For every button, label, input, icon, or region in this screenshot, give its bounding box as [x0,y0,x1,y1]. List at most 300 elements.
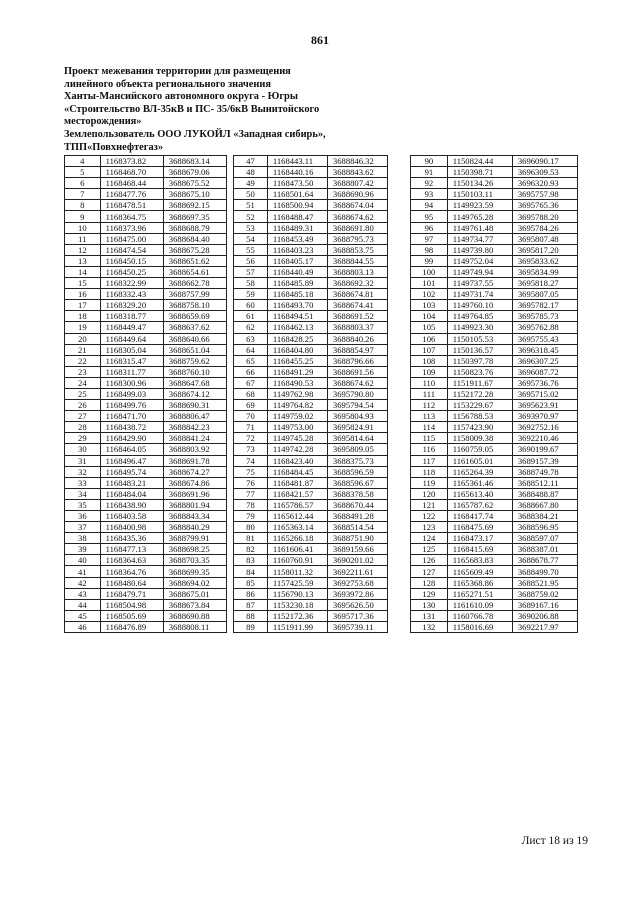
y-coordinate-cell: 3688662.78 [163,278,226,289]
x-coordinate-cell: 1168494.51 [267,311,327,322]
table-row [234,477,388,488]
table-row [234,577,388,588]
y-coordinate-cell: 3696318.45 [512,344,577,355]
y-coordinate-cell: 3688597.07 [512,533,577,544]
table-row [411,211,578,222]
x-coordinate-cell: 1168468.44 [100,178,163,189]
y-coordinate-cell: 3696090.17 [512,156,577,167]
point-number-cell: 111 [411,388,448,399]
point-number-cell: 89 [234,621,268,632]
point-number-cell: 14 [65,266,101,277]
table-row [234,167,388,178]
y-coordinate-cell: 3688690.88 [163,610,226,621]
x-coordinate-cell: 1149765.28 [447,211,512,222]
x-coordinate-cell: 1168435.36 [100,533,163,544]
x-coordinate-cell: 1168305.04 [100,344,163,355]
y-coordinate-cell: 3690201.02 [327,555,387,566]
x-coordinate-cell: 1157425.59 [267,577,327,588]
x-coordinate-cell: 1160766.78 [447,610,512,621]
header-line: «Строительство ВЛ-35кВ и ПС- 35/6кВ Вынитойского [64,103,320,115]
point-number-cell: 26 [65,400,101,411]
table-row [65,499,227,510]
x-coordinate-cell: 1149742.28 [267,444,327,455]
table-row [411,200,578,211]
y-coordinate-cell: 3688640.66 [163,333,226,344]
point-number-cell: 72 [234,433,268,444]
point-number-cell: 39 [65,544,101,555]
y-coordinate-cell: 3688841.24 [163,433,226,444]
x-coordinate-cell: 1149762.98 [267,388,327,399]
table-row [234,555,388,566]
x-coordinate-cell: 1168440.49 [267,266,327,277]
table-row [234,433,388,444]
y-coordinate-cell: 3688674.86 [163,477,226,488]
table-row [411,156,578,167]
y-coordinate-cell: 3695715.02 [512,388,577,399]
x-coordinate-cell: 1168373.96 [100,222,163,233]
y-coordinate-cell: 3695809.05 [327,444,387,455]
x-coordinate-cell: 1152172.28 [447,388,512,399]
y-coordinate-cell: 3696320.93 [512,178,577,189]
point-number-cell: 121 [411,499,448,510]
point-number-cell: 36 [65,511,101,522]
y-coordinate-cell: 3688651.04 [163,344,226,355]
table-row [411,377,578,388]
x-coordinate-cell: 1157423.90 [447,422,512,433]
x-coordinate-cell: 1161606.41 [267,544,327,555]
point-number-cell: 91 [411,167,448,178]
y-coordinate-cell: 3695814.64 [327,433,387,444]
x-coordinate-cell: 1168479.71 [100,588,163,599]
table-row [234,621,388,632]
x-coordinate-cell: 1165271.51 [447,588,512,599]
y-coordinate-cell: 3688846.32 [327,156,387,167]
x-coordinate-cell: 1149760.10 [447,300,512,311]
point-number-cell: 118 [411,466,448,477]
table-row [65,522,227,533]
point-number-cell: 65 [234,355,268,366]
point-number-cell: 110 [411,377,448,388]
x-coordinate-cell: 1149923.59 [447,200,512,211]
table-row [234,233,388,244]
table-row [65,211,227,222]
y-coordinate-cell: 3688651.62 [163,255,226,266]
y-coordinate-cell: 3695757.98 [512,189,577,200]
x-coordinate-cell: 1168438.90 [100,499,163,510]
x-coordinate-cell: 1168504.98 [100,599,163,610]
point-number-cell: 98 [411,244,448,255]
y-coordinate-cell: 3688637.62 [163,322,226,333]
x-coordinate-cell: 1168481.87 [267,477,327,488]
point-number-cell: 115 [411,433,448,444]
y-coordinate-cell: 3688840.29 [163,522,226,533]
point-number-cell: 46 [65,621,101,632]
x-coordinate-cell: 1165609.49 [447,566,512,577]
x-coordinate-cell: 1168429.90 [100,433,163,444]
table-row [65,588,227,599]
table-row [65,477,227,488]
x-coordinate-cell: 1168421.57 [267,488,327,499]
point-number-cell: 59 [234,289,268,300]
point-number-cell: 68 [234,388,268,399]
point-number-cell: 51 [234,200,268,211]
point-number-cell: 10 [65,222,101,233]
point-number-cell: 42 [65,577,101,588]
y-coordinate-cell: 3688691.96 [163,488,226,499]
table-row [234,533,388,544]
x-coordinate-cell: 1151911.67 [447,377,512,388]
table-row [234,222,388,233]
x-coordinate-cell: 1168400.98 [100,522,163,533]
table-row [65,444,227,455]
table-row [411,433,578,444]
x-coordinate-cell: 1168473.50 [267,178,327,189]
y-coordinate-cell: 3688699.35 [163,566,226,577]
y-coordinate-cell: 3688387.01 [512,544,577,555]
point-number-cell: 113 [411,411,448,422]
table-row [411,544,578,555]
table-row [234,200,388,211]
point-number-cell: 131 [411,610,448,621]
y-coordinate-cell: 3688674.04 [327,200,387,211]
x-coordinate-cell: 1150397.78 [447,355,512,366]
y-coordinate-cell: 3695623.91 [512,400,577,411]
table-row [411,455,578,466]
y-coordinate-cell: 3688803.92 [163,444,226,455]
point-number-cell: 107 [411,344,448,355]
x-coordinate-cell: 1168428.25 [267,333,327,344]
point-number-cell: 76 [234,477,268,488]
x-coordinate-cell: 1168322.99 [100,278,163,289]
table-row [411,311,578,322]
table-row [65,255,227,266]
x-coordinate-cell: 1168443.11 [267,156,327,167]
x-coordinate-cell: 1149739.80 [447,244,512,255]
point-number-cell: 130 [411,599,448,610]
x-coordinate-cell: 1165612.44 [267,511,327,522]
x-coordinate-cell: 1168462.13 [267,322,327,333]
table-row [234,488,388,499]
table-row [234,522,388,533]
point-number-cell: 5 [65,167,101,178]
x-coordinate-cell: 1168404.80 [267,344,327,355]
point-number-cell: 132 [411,621,448,632]
point-number-cell: 74 [234,455,268,466]
y-coordinate-cell: 3688807.42 [327,178,387,189]
point-number-cell: 54 [234,233,268,244]
table-row [411,255,578,266]
y-coordinate-cell: 3688670.44 [327,499,387,510]
point-number-cell: 101 [411,278,448,289]
table-row [234,599,388,610]
table-row [65,178,227,189]
x-coordinate-cell: 1150136.57 [447,344,512,355]
table-row [411,477,578,488]
y-coordinate-cell: 3695807.05 [512,289,577,300]
x-coordinate-cell: 1168473.17 [447,533,512,544]
point-number-cell: 70 [234,411,268,422]
y-coordinate-cell: 3695834.99 [512,266,577,277]
table-row [65,300,227,311]
y-coordinate-cell: 3688491.28 [327,511,387,522]
table-row [411,466,578,477]
coordinates-table-body [65,156,227,633]
point-number-cell: 44 [65,599,101,610]
table-row [411,167,578,178]
table-row [65,533,227,544]
table-row [65,311,227,322]
table-row [234,178,388,189]
table-row [65,266,227,277]
x-coordinate-cell: 1149761.48 [447,222,512,233]
y-coordinate-cell: 3688843.34 [163,511,226,522]
x-coordinate-cell: 1168478.51 [100,200,163,211]
x-coordinate-cell: 1149753.00 [267,422,327,433]
x-coordinate-cell: 1149923.30 [447,322,512,333]
y-coordinate-cell: 3688596.95 [512,522,577,533]
table-row [234,499,388,510]
x-coordinate-cell: 1150105.53 [447,333,512,344]
table-row [65,388,227,399]
table-row [234,344,388,355]
table-row [411,355,578,366]
x-coordinate-cell: 1168496.47 [100,455,163,466]
x-coordinate-cell: 1168438.72 [100,422,163,433]
x-coordinate-cell: 1168501.64 [267,189,327,200]
point-number-cell: 31 [65,455,101,466]
point-number-cell: 7 [65,189,101,200]
table-row [234,544,388,555]
x-coordinate-cell: 1165361.46 [447,477,512,488]
x-coordinate-cell: 1168455.25 [267,355,327,366]
y-coordinate-cell: 3688759.02 [512,588,577,599]
table-row [234,244,388,255]
y-coordinate-cell: 3688596.67 [327,477,387,488]
x-coordinate-cell: 1168423.40 [267,455,327,466]
y-coordinate-cell: 3688675.52 [163,178,226,189]
x-coordinate-cell: 1168415.69 [447,544,512,555]
point-number-cell: 73 [234,444,268,455]
y-coordinate-cell: 3695739.11 [327,621,387,632]
point-number-cell: 106 [411,333,448,344]
table-row [65,156,227,167]
point-number-cell: 21 [65,344,101,355]
point-number-cell: 126 [411,555,448,566]
table-row [234,322,388,333]
y-coordinate-cell: 3695833.62 [512,255,577,266]
coordinates-table-body [411,156,578,633]
y-coordinate-cell: 3695762.88 [512,322,577,333]
header-line: линейного объекта регионального значения [64,78,271,90]
table-row [65,566,227,577]
y-coordinate-cell: 3695782.17 [512,300,577,311]
y-coordinate-cell: 3688758.10 [163,300,226,311]
y-coordinate-cell: 3688691.56 [327,366,387,377]
table-row [65,233,227,244]
point-number-cell: 22 [65,355,101,366]
x-coordinate-cell: 1165786.57 [267,499,327,510]
x-coordinate-cell: 1153230.18 [267,599,327,610]
x-coordinate-cell: 1161610.09 [447,599,512,610]
point-number-cell: 60 [234,300,268,311]
y-coordinate-cell: 3688796.66 [327,355,387,366]
y-coordinate-cell: 3695755.43 [512,333,577,344]
x-coordinate-cell: 1156790.13 [267,588,327,599]
table-row [411,266,578,277]
point-number-cell: 52 [234,211,268,222]
x-coordinate-cell: 1165683.83 [447,555,512,566]
point-number-cell: 12 [65,244,101,255]
point-number-cell: 127 [411,566,448,577]
point-number-cell: 78 [234,499,268,510]
point-number-cell: 19 [65,322,101,333]
point-number-cell: 88 [234,610,268,621]
point-number-cell: 37 [65,522,101,533]
point-number-cell: 40 [65,555,101,566]
x-coordinate-cell: 1158009.38 [447,433,512,444]
point-number-cell: 99 [411,255,448,266]
x-coordinate-cell: 1168477.76 [100,189,163,200]
y-coordinate-cell: 3688703.35 [163,555,226,566]
point-number-cell: 125 [411,544,448,555]
table-row [234,255,388,266]
table-row [65,200,227,211]
x-coordinate-cell: 1149752.04 [447,255,512,266]
table-row [411,577,578,588]
point-number-cell: 80 [234,522,268,533]
x-coordinate-cell: 1165363.14 [267,522,327,533]
y-coordinate-cell: 3688799.91 [163,533,226,544]
y-coordinate-cell: 3695790.80 [327,388,387,399]
y-coordinate-cell: 3688678.77 [512,555,577,566]
point-number-cell: 9 [65,211,101,222]
point-number-cell: 96 [411,222,448,233]
table-row [411,444,578,455]
point-number-cell: 34 [65,488,101,499]
point-number-cell: 119 [411,477,448,488]
y-coordinate-cell: 3693970.97 [512,411,577,422]
table-row [411,400,578,411]
y-coordinate-cell: 3688375.73 [327,455,387,466]
point-number-cell: 32 [65,466,101,477]
y-coordinate-cell: 3688801.94 [163,499,226,510]
y-coordinate-cell: 3689167.16 [512,599,577,610]
point-number-cell: 23 [65,366,101,377]
x-coordinate-cell: 1150823.76 [447,366,512,377]
y-coordinate-cell: 3690206.88 [512,610,577,621]
table-row [65,621,227,632]
table-row [65,222,227,233]
table-row [411,488,578,499]
point-number-cell: 6 [65,178,101,189]
point-number-cell: 38 [65,533,101,544]
table-row [234,189,388,200]
y-coordinate-cell: 3688749.78 [512,466,577,477]
x-coordinate-cell: 1168485.89 [267,278,327,289]
x-coordinate-cell: 1168484.45 [267,466,327,477]
point-number-cell: 64 [234,344,268,355]
point-number-cell: 77 [234,488,268,499]
y-coordinate-cell: 3689159.66 [327,544,387,555]
x-coordinate-cell: 1168329.20 [100,300,163,311]
point-number-cell: 124 [411,533,448,544]
y-coordinate-cell: 3688675.01 [163,588,226,599]
x-coordinate-cell: 1168332.43 [100,289,163,300]
y-coordinate-cell: 3688512.11 [512,477,577,488]
coordinates-table-2 [233,155,388,633]
y-coordinate-cell: 3688684.40 [163,233,226,244]
table-row [65,544,227,555]
y-coordinate-cell: 3693972.86 [327,588,387,599]
point-number-cell: 43 [65,588,101,599]
y-coordinate-cell: 3688675.10 [163,189,226,200]
point-number-cell: 11 [65,233,101,244]
point-number-cell: 56 [234,255,268,266]
x-coordinate-cell: 1168373.82 [100,156,163,167]
table-row [65,511,227,522]
y-coordinate-cell: 3695788.20 [512,211,577,222]
x-coordinate-cell: 1168475.00 [100,233,163,244]
x-coordinate-cell: 1168468.70 [100,167,163,178]
x-coordinate-cell: 1156788.53 [447,411,512,422]
point-number-cell: 84 [234,566,268,577]
y-coordinate-cell: 3688842.23 [163,422,226,433]
point-number-cell: 17 [65,300,101,311]
coordinates-table-3 [410,155,578,633]
x-coordinate-cell: 1149759.02 [267,411,327,422]
y-coordinate-cell: 3688521.95 [512,577,577,588]
x-coordinate-cell: 1168500.94 [267,200,327,211]
y-coordinate-cell: 3688803.13 [327,266,387,277]
x-coordinate-cell: 1149734.77 [447,233,512,244]
y-coordinate-cell: 3688690.96 [327,189,387,200]
y-coordinate-cell: 3688384.21 [512,511,577,522]
header-line: месторождения» [64,116,142,128]
x-coordinate-cell: 1149764.82 [267,400,327,411]
point-number-cell: 122 [411,511,448,522]
y-coordinate-cell: 3692217.97 [512,621,577,632]
point-number-cell: 49 [234,178,268,189]
table-row [234,566,388,577]
point-number-cell: 123 [411,522,448,533]
y-coordinate-cell: 3696309.53 [512,167,577,178]
point-number-cell: 94 [411,200,448,211]
y-coordinate-cell: 3688691.78 [163,455,226,466]
x-coordinate-cell: 1161605.01 [447,455,512,466]
point-number-cell: 16 [65,289,101,300]
table-row [234,422,388,433]
x-coordinate-cell: 1168474.54 [100,244,163,255]
table-row [411,178,578,189]
table-row [411,344,578,355]
point-number-cell: 116 [411,444,448,455]
table-row [234,333,388,344]
x-coordinate-cell: 1168488.47 [267,211,327,222]
x-coordinate-cell: 1160760.91 [267,555,327,566]
x-coordinate-cell: 1149731.74 [447,289,512,300]
point-number-cell: 83 [234,555,268,566]
table-row [411,189,578,200]
y-coordinate-cell: 3692210.46 [512,433,577,444]
x-coordinate-cell: 1168490.53 [267,377,327,388]
point-number-cell: 63 [234,333,268,344]
point-number-cell: 112 [411,400,448,411]
x-coordinate-cell: 1150103.11 [447,189,512,200]
header-line: Землепользователь ООО ЛУКОЙЛ «Западная сибирь», [64,128,326,140]
point-number-cell: 104 [411,311,448,322]
y-coordinate-cell: 3688690.31 [163,400,226,411]
x-coordinate-cell: 1149737.55 [447,278,512,289]
